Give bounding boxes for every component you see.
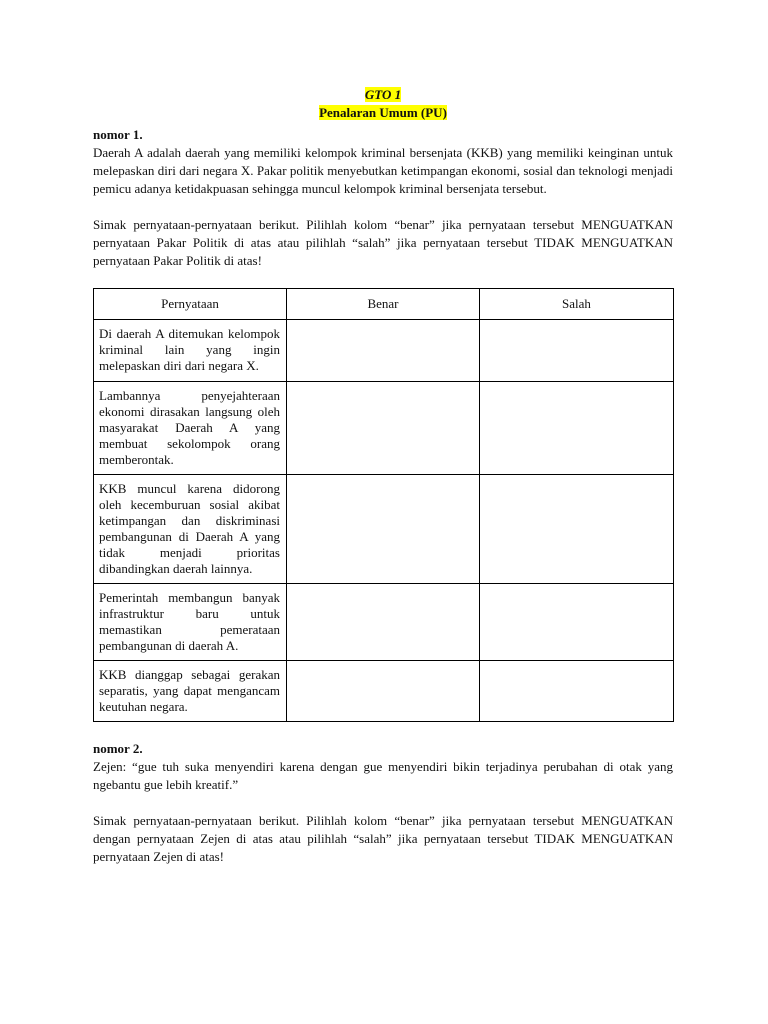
spacer bbox=[93, 198, 673, 216]
answer-table bbox=[93, 288, 674, 722]
salah-cell[interactable] bbox=[480, 320, 674, 382]
table-row bbox=[94, 661, 674, 722]
spacer bbox=[93, 794, 673, 812]
statement-cell: KKB dianggap sebagai gerakan separatis, yang dapat mengancam keutuhan negara. bbox=[94, 661, 287, 722]
table-row bbox=[94, 382, 674, 475]
statement-cell: KKB muncul karena didorong oleh kecemburuan sosial akibat ketimpangan dan diskriminasi pembangunan di Daerah A yang tidak menjadi prioritas dibandingkan daerah lainnya. bbox=[94, 475, 287, 584]
table-row bbox=[94, 475, 674, 584]
column-header-benar: Benar bbox=[287, 289, 480, 320]
statement-cell: Di daerah A ditemukan kelompok kriminal lain yang ingin melepaskan diri dari negara X. bbox=[94, 320, 287, 382]
benar-cell[interactable] bbox=[287, 661, 480, 722]
benar-cell[interactable] bbox=[287, 475, 480, 584]
column-header-salah: Salah bbox=[480, 289, 674, 320]
salah-cell[interactable] bbox=[480, 382, 674, 475]
question-2-passage: Zejen: “gue tuh suka menyendiri karena dengan gue menyendiri bikin terjadinya perubahan di otak yang ngebantu gue lebih kreatif.” bbox=[93, 759, 673, 792]
salah-cell[interactable] bbox=[480, 661, 674, 722]
benar-cell[interactable] bbox=[287, 382, 480, 475]
benar-cell[interactable] bbox=[287, 320, 480, 382]
table-header-row bbox=[94, 289, 674, 320]
benar-cell[interactable] bbox=[287, 584, 480, 661]
salah-cell[interactable] bbox=[480, 475, 674, 584]
subtitle-line bbox=[93, 104, 673, 122]
document-content bbox=[93, 86, 673, 866]
question-1-label: nomor 1. bbox=[93, 127, 143, 142]
statement-cell: Pemerintah membangun banyak infrastruktur baru untuk memastikan pemerataan pembangunan di daerah A. bbox=[94, 584, 287, 661]
statement-cell: Lambannya penyejahteraan ekonomi dirasakan langsung oleh masyarakat Daerah A yang membuat sekolompok orang memberontak. bbox=[94, 382, 287, 475]
column-header-pernyataan: Pernyataan bbox=[94, 289, 287, 320]
question-1-instruction: Simak pernyataan-pernyataan berikut. Pilihlah kolom “benar” jika pernyataan tersebut MENGUATKAN pernyataan Pakar Politik di atas atau pilihlah “salah” jika pernyataan tersebut TIDAK MENGUATKAN pernyataan Pakar Politik di atas! bbox=[93, 217, 673, 268]
question-2-label: nomor 2. bbox=[93, 741, 143, 756]
table-row bbox=[94, 320, 674, 382]
question-1-passage: Daerah A adalah daerah yang memiliki kelompok kriminal bersenjata (KKB) yang memiliki keinginan untuk melepaskan diri dari negara X. Pakar politik menyebutkan ketimpangan ekonomi, sosial dan teknologi menjadi pemicu adanya ketidakpuasan sehingga muncul kelompok kriminal bersenjata tersebut. bbox=[93, 145, 673, 196]
salah-cell[interactable] bbox=[480, 584, 674, 661]
title-line bbox=[93, 86, 673, 104]
document-title: GTO 1 bbox=[364, 87, 402, 102]
question-2-instruction: Simak pernyataan-pernyataan berikut. Pilihlah kolom “benar” jika pernyataan tersebut MENGUATKAN dengan pernyataan Zejen di atas atau pilihlah “salah” jika pernyataan tersebut TIDAK MENGUATKAN pernyataan Zejen di atas! bbox=[93, 813, 673, 864]
document-subtitle: Penalaran Umum (PU) bbox=[319, 105, 447, 120]
table-row bbox=[94, 584, 674, 661]
